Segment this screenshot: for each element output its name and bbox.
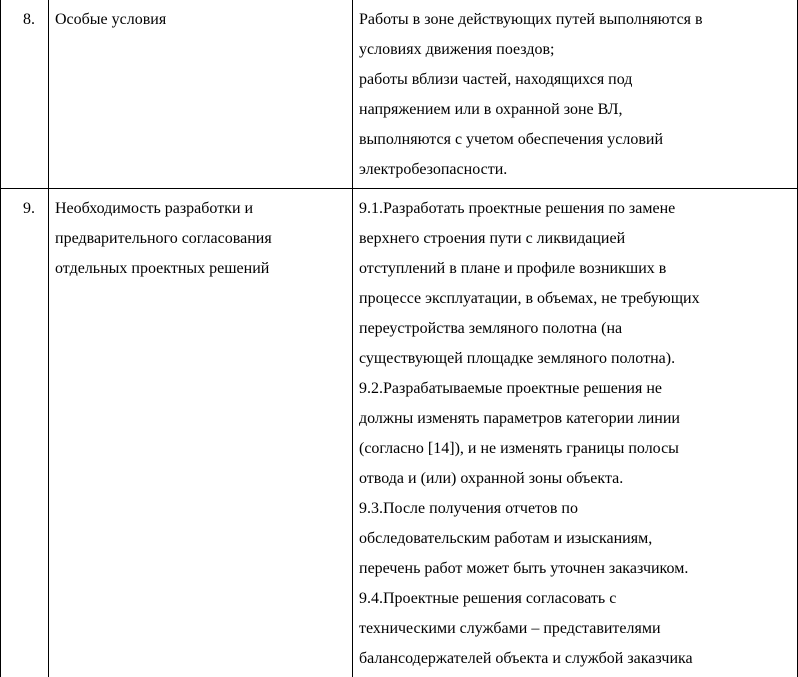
description-line: процессе эксплуатации, в объемах, не требующих — [359, 284, 791, 314]
title-line: Особые условия — [55, 5, 346, 35]
row-description — [353, 0, 798, 189]
row-title — [49, 189, 353, 677]
table-row — [1, 0, 798, 189]
description-line: напряжением или в охранной зоне ВЛ, — [359, 95, 791, 125]
description-line: (согласно [14]), и не изменять границы полосы — [359, 434, 791, 464]
description-line: 9.1.Разработать проектные решения по замене — [359, 194, 791, 224]
description-line: 9.2.Разрабатываемые проектные решения не — [359, 374, 791, 404]
description-line: обследовательским работам и изысканиям, — [359, 524, 791, 554]
row-description — [353, 189, 798, 677]
description-line: должны изменять параметров категории линии — [359, 404, 791, 434]
description-line: переустройства земляного полотна (на — [359, 314, 791, 344]
description-line: балансодержателей объекта и службой заказчика — [359, 644, 791, 674]
description-line: существующей площадке земляного полотна). — [359, 344, 791, 374]
description-line: 9.3.После получения отчетов по — [359, 494, 791, 524]
description-line: отступлений в плане и профиле возникших в — [359, 254, 791, 284]
description-line: отвода и (или) охранной зоны объекта. — [359, 464, 791, 494]
row-number: 9. — [1, 189, 49, 677]
table-row — [1, 189, 798, 677]
row-number: 8. — [1, 0, 49, 189]
description-line: Работы в зоне действующих путей выполняются в — [359, 5, 791, 35]
description-line: 9.4.Проектные решения согласовать с — [359, 584, 791, 614]
title-line: отдельных проектных решений — [55, 254, 346, 284]
description-line: техническими службами – представителями — [359, 614, 791, 644]
description-line: перечень работ может быть уточнен заказчиком. — [359, 554, 791, 584]
description-line: электробезопасности. — [359, 155, 791, 185]
row-title — [49, 0, 353, 189]
description-line: условиях движения поездов; — [359, 35, 791, 65]
title-line: предварительного согласования — [55, 224, 346, 254]
title-line: Необходимость разработки и — [55, 194, 346, 224]
description-line: работы вблизи частей, находящихся под — [359, 65, 791, 95]
description-line: верхнего строения пути с ликвидацией — [359, 224, 791, 254]
description-line: выполняются с учетом обеспечения условий — [359, 125, 791, 155]
